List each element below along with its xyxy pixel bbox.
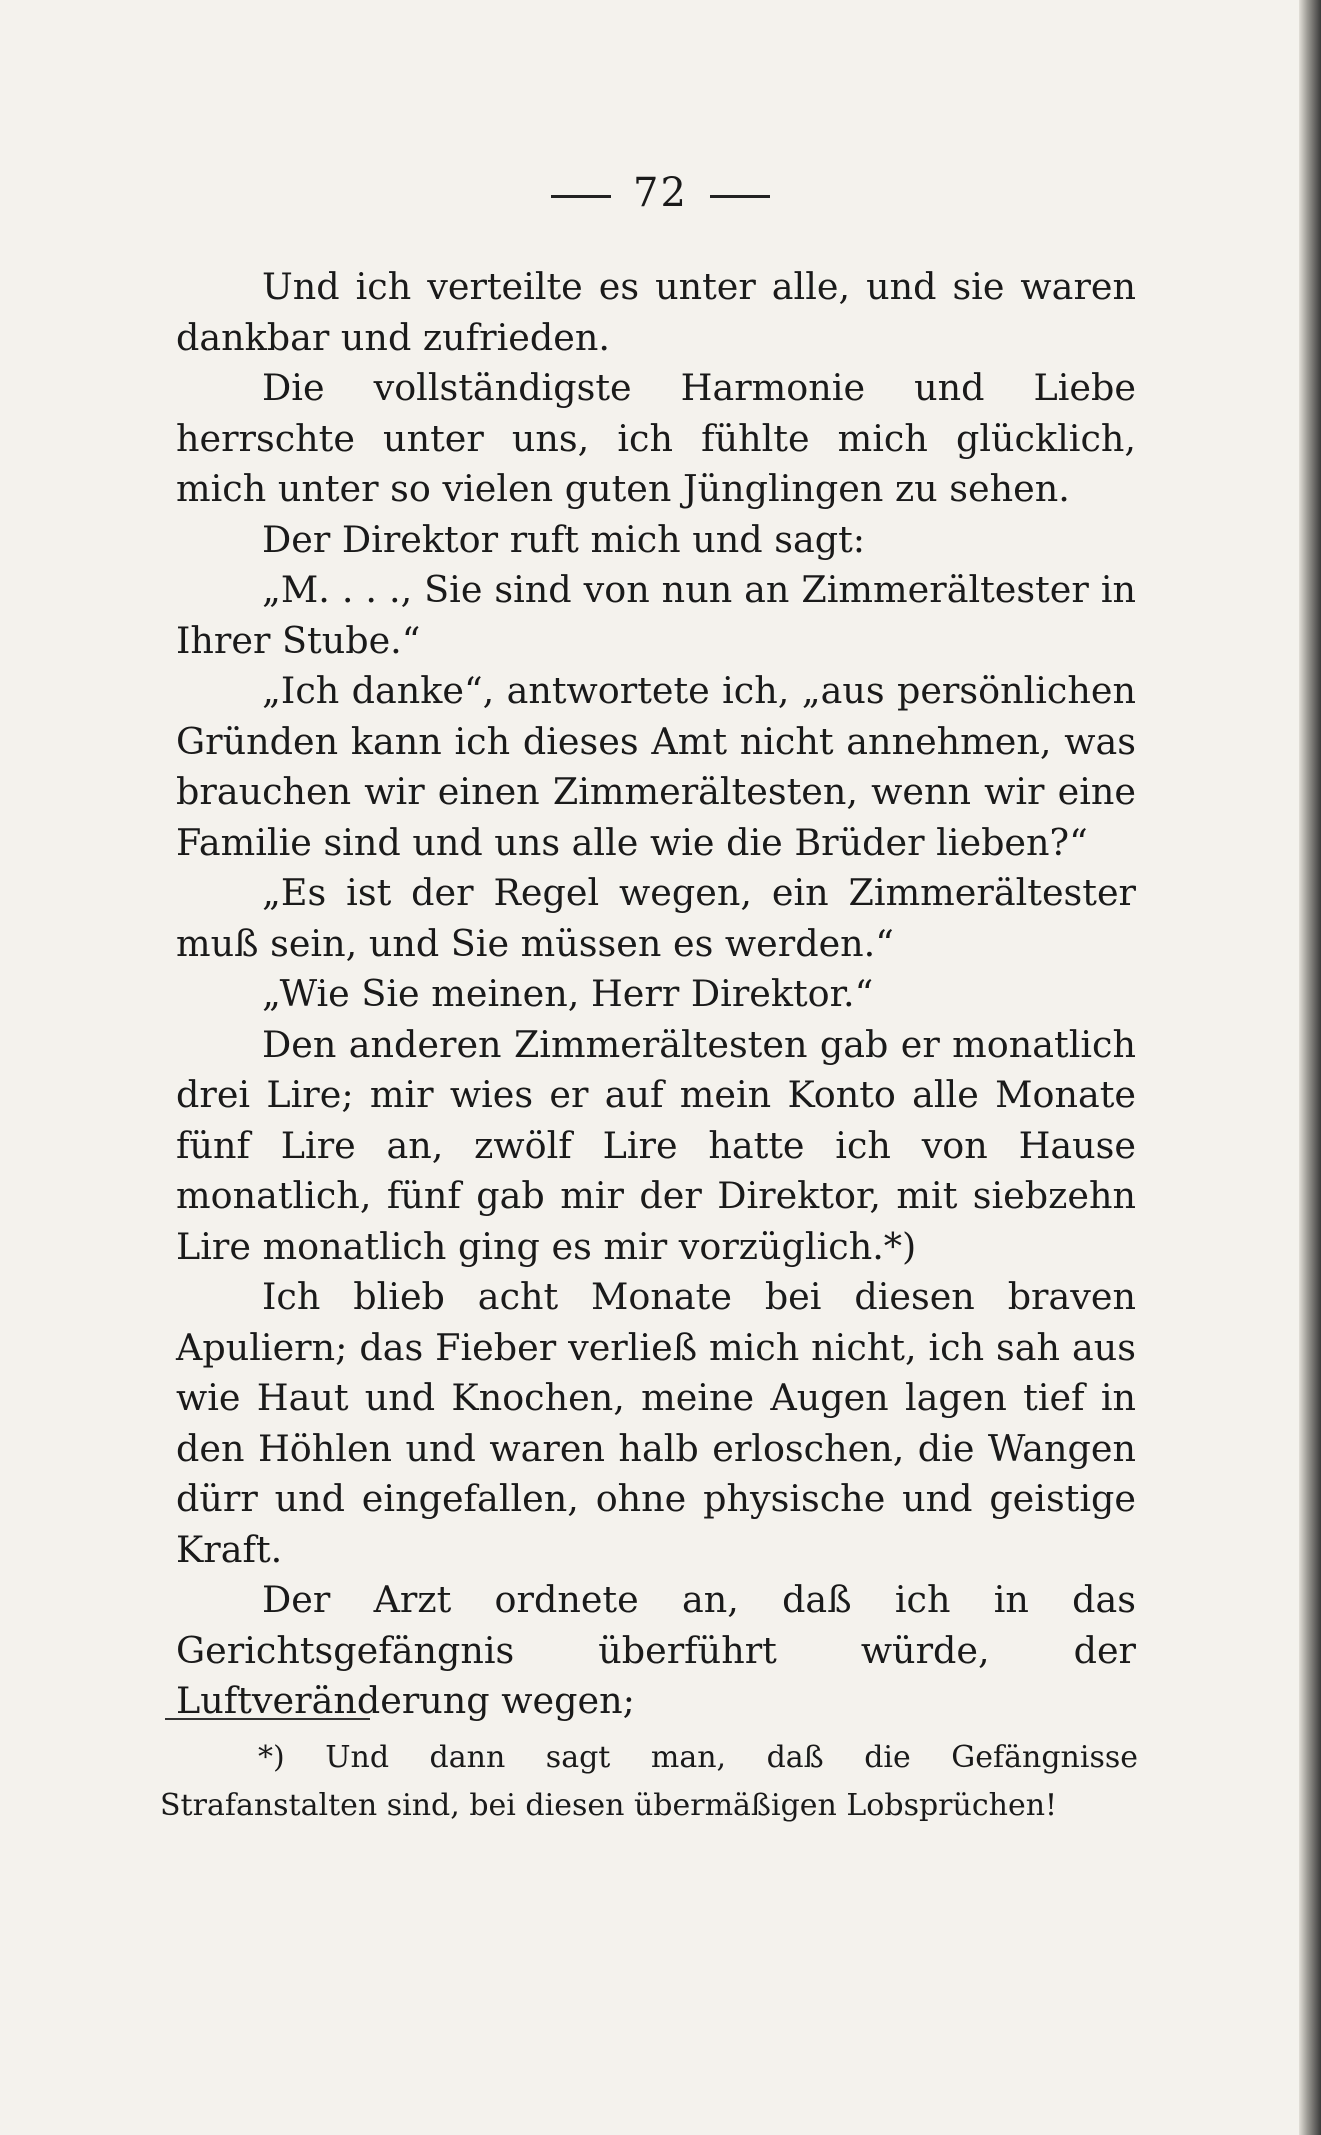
page-edge-shadow: [1299, 0, 1321, 2135]
footnote-rule: [165, 1718, 370, 1720]
paragraph: Der Arzt ordnete an, daß ich in das Gerichtsgefängnis überführt würde, der Luftveränderung wegen;: [176, 1578, 1136, 1722]
paragraph: Der Direktor ruft mich und sagt:: [262, 517, 866, 561]
paragraph: „Wie Sie meinen, Herr Direktor.“: [262, 972, 874, 1015]
paragraph: „Ich danke“, antwortete ich, „aus persönlichen Gründen kann ich dieses Amt nicht annehmen, was brauchen wir einen Zimmerältesten, wenn wir eine Familie sind und uns alle wie die Brüder lieben?“: [176, 669, 1136, 864]
body-text: [176, 262, 1136, 1727]
paragraph: Ich blieb acht Monate bei diesen braven Apuliern; das Fieber verließ mich nicht, ich sah aus wie Haut und Knochen, meine Augen lagen tief in den Höhlen und waren halb erloschen, die Wangen dürr und eingefallen, ohne physische und geistige Kraft.: [176, 1275, 1136, 1571]
footnote-text: *) Und dann sagt man, daß die Gefängnisse Strafanstalten sind, bei diesen übermäßigen Lobsprüchen!: [160, 1740, 1138, 1823]
footnote: [160, 1734, 1138, 1830]
paragraph: Und ich verteilte es unter alle, und sie waren dankbar und zufrieden.: [176, 265, 1136, 359]
header-dash-left: [551, 195, 611, 198]
paragraph: „M. . . ., Sie sind von nun an Zimmerältester in Ihrer Stube.“: [176, 568, 1136, 662]
paragraph: Die vollständigste Harmonie und Liebe herrschte unter uns, ich fühlte mich glücklich, mich unter so vielen guten Jünglingen zu sehen.: [176, 366, 1136, 510]
header-dash-right: [710, 195, 770, 198]
page-header: [0, 170, 1321, 216]
page-number: 72: [633, 170, 688, 216]
paragraph: Den anderen Zimmerältesten gab er monatlich drei Lire; mir wies er auf mein Konto alle Monate fünf Lire an, zwölf Lire hatte ich von Hause monatlich, fünf gab mir der Direktor, mit siebzehn Lire monatlich ging es mir vorzüglich.*): [176, 1022, 1136, 1268]
paragraph: „Es ist der Regel wegen, ein Zimmerältester muß sein, und Sie müssen es werden.“: [176, 871, 1136, 965]
